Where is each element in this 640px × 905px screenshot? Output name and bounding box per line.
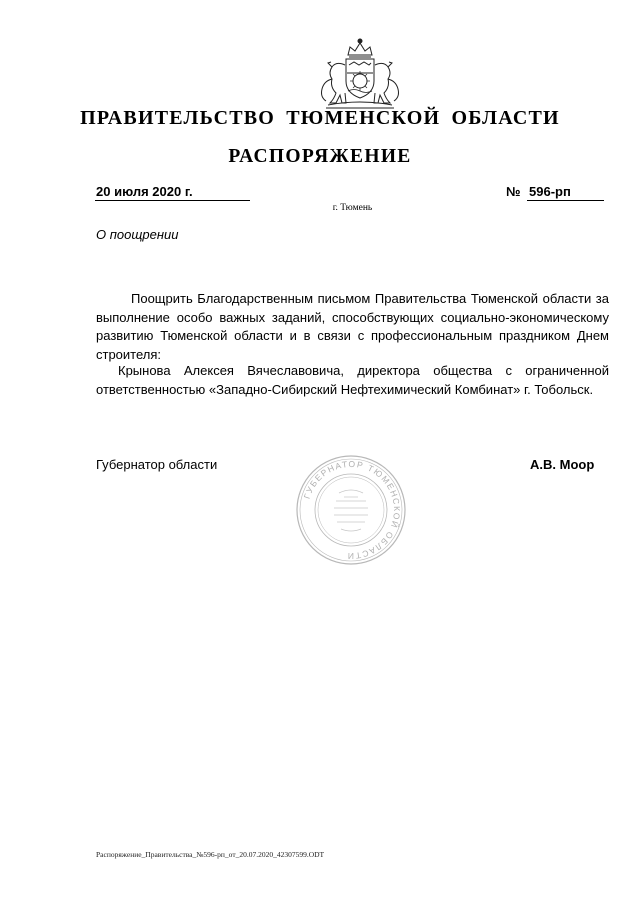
body-paragraph: Крынова Алексея Вячеславовича, директора общества с ограниченной ответственностью «Западно-Сибирский Нефтехимический Комбинат» г. Тобольск. xyxy=(96,363,609,397)
signer-name: А.В. Моор xyxy=(530,457,595,472)
seal-text: ГУБЕРНАТОР ТЮМЕНСКОЙ ОБЛАСТИ xyxy=(301,458,403,562)
file-name-footer: Распоряжение_Правительства_№596-рп_от_20.07.2020_42307599.ODT xyxy=(96,850,325,859)
document-type-title: РАСПОРЯЖЕНИЕ xyxy=(228,146,412,167)
signer-position: Губернатор области xyxy=(96,457,218,472)
document-number: 596-рп xyxy=(529,184,571,199)
body-paragraph: Поощрить Благодарственным письмом Правительства Тюменской области за выполнение особо важных заданий, способствующих социально-экономическому развитию Тюменской области и в связи с профессиональным праздником Днем строителя: xyxy=(96,291,609,362)
number-sign: № xyxy=(506,184,521,199)
document-date: 20 июля 2020 г. xyxy=(96,184,193,199)
document-city: г. Тюмень xyxy=(332,203,373,213)
coat-of-arms-icon xyxy=(318,35,402,113)
date-underline xyxy=(95,200,250,201)
number-underline xyxy=(527,200,604,201)
document-subject: О поощрении xyxy=(96,227,179,242)
official-seal-icon xyxy=(294,453,408,567)
organization-title: ПРАВИТЕЛЬСТВО ТЮМЕНСКОЙ ОБЛАСТИ xyxy=(80,107,560,129)
